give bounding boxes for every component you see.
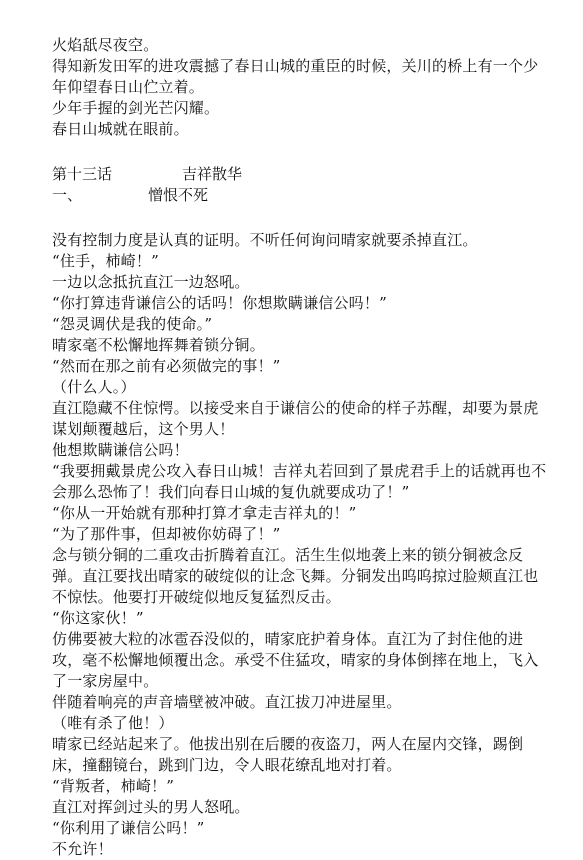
body-paragraph: “你利用了谦信公吗！” (52, 819, 205, 837)
body-paragraph: （唯有杀了他！） (52, 714, 174, 732)
spacer (52, 206, 553, 230)
intro-paragraph: 少年手握的剑光芒闪耀。 (52, 99, 220, 117)
section-heading (52, 185, 553, 206)
body-paragraph: “我要拥戴景虎公攻入春日山城！吉祥丸若回到了景虎君手上的话就再也不会那么恐怖了！我们向春日山城的复仇就要成功了！” (52, 462, 547, 501)
intro-paragraph: 火焰舐尽夜空。 (52, 36, 159, 54)
body-paragraph: 晴家已经站起来了。他拔出别在后腰的夜盗刀，两人在屋内交锋，踢倒床，撞翻镜台，跳到门边，令人眼花缭乱地对打着。 (52, 735, 524, 774)
body-paragraph: 晴家毫不松懈地挥舞着锁分铜。 (52, 336, 265, 354)
body-paragraph: 不允许！ (52, 840, 113, 858)
body-paragraph: “然而在那之前有必须做完的事！” (52, 357, 281, 375)
chapter-title: 吉祥散华 (182, 165, 243, 183)
body-paragraph: “怨灵调伏是我的使命。” (52, 315, 213, 333)
chapter-heading (52, 164, 553, 185)
body-paragraph: 他想欺瞒谦信公吗！ (52, 441, 189, 459)
body-paragraph: 仿佛要被大粒的冰雹吞没似的，晴家庇护着身体。直江为了封住他的进攻，毫不松懈地倾覆出念。承受不住猛攻，晴家的身体倒摔在地上，飞入了一家房屋中。 (52, 630, 539, 690)
body-paragraph: 直江隐藏不住惊愕。以接受来自于谦信公的使命的样子苏醒，却要为景虎谋划颠覆越后，这个男人！ (52, 399, 539, 438)
body-paragraph: “你这家伙！” (52, 609, 144, 627)
section-number: 一、 (52, 186, 83, 204)
body-paragraph: “住手，柿崎！” (52, 252, 159, 270)
intro-paragraph: 春日山城就在眼前。 (52, 120, 189, 138)
body-paragraph: “为了那件事，但却被你妨碍了！” (52, 525, 281, 543)
body-paragraph: 直江对挥剑过头的男人怒吼。 (52, 798, 250, 816)
chapter-number: 第十三话 (52, 165, 113, 183)
intro-paragraph: 得知新发田军的进攻震撼了春日山城的重臣的时候，关川的桥上有一个少年仰望春日山伫立着。 (52, 57, 539, 96)
body-paragraph: “背叛者，柿崎！” (52, 777, 175, 795)
body-paragraph: 念与锁分铜的二重攻击折腾着直江。活生生似地袭上来的锁分铜被念反弹。直江要找出晴家的破绽似的让念飞舞。分铜发出呜呜掠过脸颊直江也不惊怯。他要打开破绽似地反复猛烈反击。 (52, 546, 539, 606)
body-paragraph: （什么人。） (52, 378, 136, 396)
body-paragraph: “你打算违背谦信公的话吗！你想欺瞒谦信公吗！” (52, 294, 387, 312)
section-title: 憎恨不死 (148, 186, 209, 204)
intro-block (52, 35, 553, 140)
body-paragraph: 伴随着响亮的声音墙壁被冲破。直江拔刀冲进屋里。 (52, 693, 402, 711)
spacer (52, 140, 553, 164)
body-text (52, 230, 553, 860)
body-paragraph: 一边以念抵抗直江一边怒吼。 (52, 273, 250, 291)
body-paragraph: 没有控制力度是认真的证明。不听任何询问晴家就要杀掉直江。 (52, 231, 478, 249)
body-paragraph: “你从一开始就有那种打算才拿走吉祥丸的！” (52, 504, 357, 522)
